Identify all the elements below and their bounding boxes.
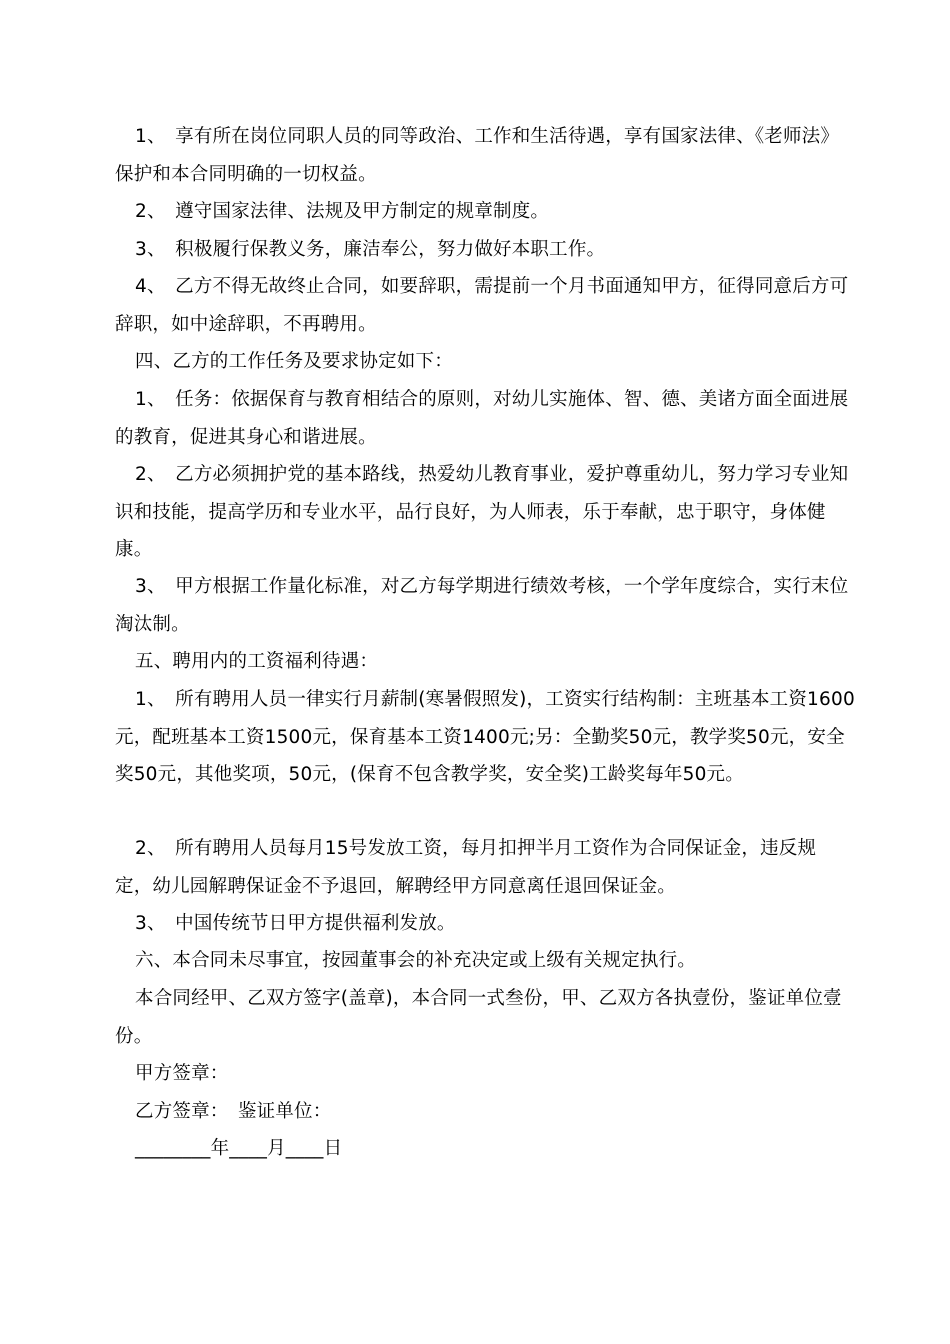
clause-obey-rules: 2、 遵守国家法律、法规及甲方制定的规章制度。 <box>135 201 550 222</box>
party-a-signature: 甲方签章： <box>135 1063 229 1084</box>
party-b-signature: 乙方签章： 鉴证单位： <box>135 1101 332 1122</box>
clause-rights: 1、 享有所在岗位同职人员的同等政治、工作和生活待遇，享有国家法律、《老师法》保护和本合同明确的一切权益。 <box>115 126 840 185</box>
date-line: ________年____月____日 <box>135 1138 343 1159</box>
clause-payday: 2、 所有聘用人员每月15号发放工资，每月扣押半月工资作为合同保证金，违反规定，幼儿园解聘保证金不予退回，解聘经甲方同意离任退回保证金。 <box>115 838 817 897</box>
closing-statement: 本合同经甲、乙双方签字(盖章)，本合同一式叁份，甲、乙双方各执壹份，鉴证单位壹份。 <box>115 988 842 1047</box>
clause-duties: 3、 积极履行保教义务，廉洁奉公，努力做好本职工作。 <box>135 239 606 260</box>
clause-task: 1、 任务：依据保育与教育相结合的原则，对幼儿实施体、智、德、美诸方面全面进展的教育，促进其身心和谐进展。 <box>115 389 849 448</box>
clause-salary: 1、 所有聘用人员一律实行月薪制(寒暑假照发)，工资实行结构制：主班基本工资1600元，配班基本工资1500元，保育基本工资1400元;另：全勤奖50元，教学奖50元，安全奖50元，其他奖项，50元，(保育不包含教学奖，安全奖)工龄奖每年50元。 <box>115 689 855 785</box>
section-four-heading: 四、乙方的工作任务及要求协定如下： <box>135 351 453 372</box>
clause-assessment: 3、 甲方根据工作量化标准，对乙方每学期进行绩效考核，一个学年度综合，实行末位淘汰制。 <box>115 576 849 635</box>
clause-benefits: 3、 中国传统节日甲方提供福利发放。 <box>135 913 456 934</box>
section-five-heading: 五、聘用内的工资福利待遇： <box>135 651 379 672</box>
clause-resignation: 4、 乙方不得无故终止合同，如要辞职，需提前一个月书面通知甲方，征得同意后方可辞职，如中途辞职，不再聘用。 <box>115 276 849 335</box>
section-six: 六、本合同未尽事宜，按园董事会的补充决定或上级有关规定执行。 <box>135 950 697 971</box>
clause-requirements: 2、 乙方必须拥护党的基本路线，热爱幼儿教育事业，爱护尊重幼儿，努力学习专业知识和技能，提高学历和专业水平，品行良好，为人师表，乐于奉献，忠于职守，身体健康。 <box>115 464 849 560</box>
